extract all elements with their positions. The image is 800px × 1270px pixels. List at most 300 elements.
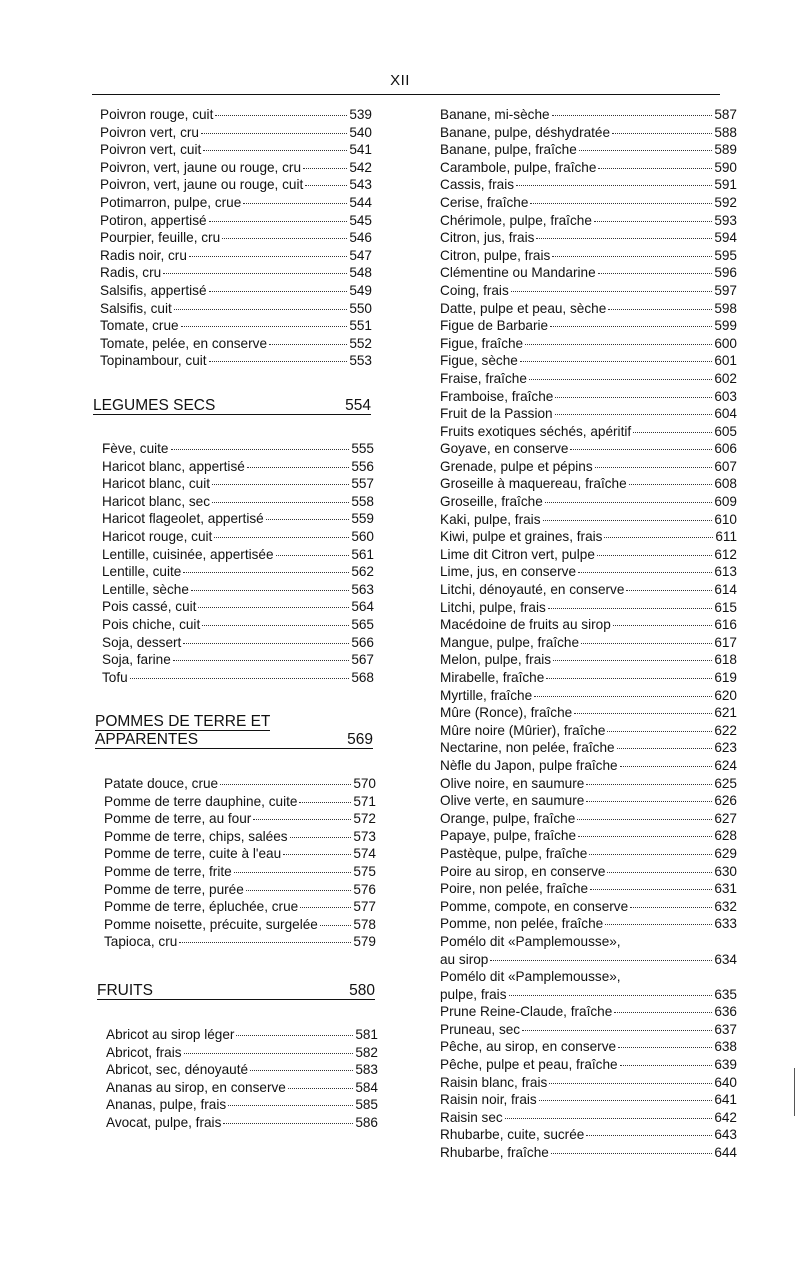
index-entry <box>104 828 376 846</box>
section-title-line2: APPARENTES <box>95 731 199 748</box>
entry-page-number: 597 <box>714 282 737 298</box>
dot-leader <box>228 1105 353 1106</box>
entry-page-number: 633 <box>714 916 737 932</box>
entry-name: Pomme noisette, précuite, surgelée <box>104 916 318 932</box>
entry-page-number: 582 <box>355 1044 378 1060</box>
index-entry <box>104 933 376 951</box>
entry-name: Lime, jus, en conserve <box>440 564 577 580</box>
entry-page-number: 544 <box>349 194 372 210</box>
dot-leader <box>191 590 349 591</box>
dot-leader <box>555 397 712 398</box>
index-entry <box>440 1144 737 1162</box>
entry-page-number: 541 <box>349 142 372 158</box>
index-entry <box>102 598 374 616</box>
entry-page-number: 551 <box>349 318 372 334</box>
entry-name: Haricot flageolet, appertisé <box>102 511 264 527</box>
dot-leader <box>552 256 712 257</box>
dot-leader <box>550 326 712 327</box>
section-heading-fruits <box>97 982 375 1000</box>
entry-name: Radis noir, cru <box>100 247 187 263</box>
dot-leader <box>234 872 352 873</box>
section-page-number: 554 <box>345 397 371 414</box>
index-entry <box>440 915 737 933</box>
section-heading-pommes-de-terre <box>95 714 373 749</box>
entry-page-number: 626 <box>714 793 737 809</box>
entry-page-number: 615 <box>714 599 737 615</box>
entry-page-number: 567 <box>351 652 374 668</box>
index-entry <box>440 511 737 529</box>
dot-leader <box>612 133 712 134</box>
index-entry <box>440 933 737 951</box>
entry-page-number: 594 <box>714 230 737 246</box>
dot-leader <box>586 801 712 802</box>
entry-page-number: 584 <box>355 1079 378 1095</box>
entry-page-number: 576 <box>353 881 376 897</box>
dot-leader <box>577 819 712 820</box>
page-number: XII <box>390 72 410 89</box>
section-page-number: 569 <box>347 731 373 748</box>
entry-name: Papaye, pulpe, fraîche <box>440 828 577 844</box>
entry-page-number: 624 <box>714 757 737 773</box>
dot-leader <box>539 1100 713 1101</box>
entry-name: Haricot blanc, cuit <box>102 476 211 492</box>
dot-leader <box>283 854 351 855</box>
entry-page-number: 570 <box>353 776 376 791</box>
entry-page-number: 591 <box>714 177 737 193</box>
index-entry <box>440 792 737 810</box>
entry-page-number: 547 <box>349 247 372 263</box>
entry-page-number: 636 <box>714 1004 737 1020</box>
entry-name: Groseille, fraîche <box>440 494 543 510</box>
index-entry <box>440 1056 737 1074</box>
dot-leader <box>546 678 712 679</box>
entry-page-number: 588 <box>714 124 737 140</box>
entry-page-number: 612 <box>714 546 737 562</box>
dot-leader <box>614 1012 712 1013</box>
entry-name: pulpe, frais <box>440 986 507 1002</box>
dot-leader <box>598 168 712 169</box>
entry-name: Topinambour, cuit <box>100 353 207 369</box>
entry-name: Raisin sec <box>440 1109 503 1125</box>
entry-name: Pêche, au sirop, en conserve <box>440 1039 617 1055</box>
entry-page-number: 573 <box>353 828 376 844</box>
index-entry <box>102 651 374 669</box>
dot-leader <box>183 643 349 644</box>
entry-name: Nèfle du Japon, pulpe fraîche <box>440 757 618 773</box>
index-entry <box>440 528 737 546</box>
left-column-legumes <box>102 440 374 686</box>
entry-name: Potimarron, pulpe, crue <box>100 194 242 210</box>
index-entry <box>440 810 737 828</box>
section-heading-legumes-secs <box>93 397 371 415</box>
index-entry <box>440 775 737 793</box>
index-entry <box>102 510 374 528</box>
entry-page-number: 543 <box>349 177 372 193</box>
entry-name: Figue de Barbarie <box>440 318 549 334</box>
entry-name: Lime dit Citron vert, pulpe <box>440 546 595 562</box>
index-entry <box>100 212 372 230</box>
dot-leader <box>212 484 349 485</box>
dot-leader <box>300 907 351 908</box>
index-entry <box>440 423 737 441</box>
entry-name: Radis, cru <box>100 265 162 281</box>
index-entry <box>102 475 374 493</box>
index-entry <box>440 317 737 335</box>
entry-name: Patate douce, crue <box>104 776 219 791</box>
entry-name: Kiwi, pulpe et graines, frais <box>440 529 603 545</box>
entry-page-number: 619 <box>714 670 737 685</box>
index-entry <box>102 546 374 564</box>
entry-page-number: 561 <box>351 546 374 562</box>
dot-leader <box>530 203 712 204</box>
dot-leader <box>579 150 713 151</box>
index-entry <box>440 986 737 1004</box>
section-page-number: 580 <box>349 982 375 999</box>
index-entry <box>102 493 374 511</box>
dot-leader <box>179 942 351 943</box>
entry-page-number: 625 <box>714 775 737 791</box>
entry-name: Pomme de terre, purée <box>104 881 244 897</box>
entry-page-number: 578 <box>353 916 376 932</box>
entry-page-number: 634 <box>714 951 737 967</box>
entry-name: Poivron vert, cuit <box>100 142 202 158</box>
dot-leader <box>511 291 713 292</box>
dot-leader <box>545 502 713 503</box>
entry-page-number: 581 <box>355 1027 378 1042</box>
entry-name: Carambole, pulpe, fraîche <box>440 159 597 175</box>
dot-leader <box>570 449 712 450</box>
index-entry <box>106 1061 378 1079</box>
dot-leader <box>595 467 713 468</box>
entry-name: Litchi, pulpe, frais <box>440 599 546 615</box>
dot-leader <box>222 238 347 239</box>
entry-page-number: 641 <box>714 1092 737 1108</box>
entry-page-number: 566 <box>351 634 374 650</box>
dot-leader <box>597 555 712 556</box>
dot-leader <box>629 484 713 485</box>
entry-name: Mirabelle, fraîche <box>440 670 545 685</box>
entry-name: Citron, jus, frais <box>440 230 535 246</box>
entry-page-number: 616 <box>714 617 737 633</box>
entry-page-number: 623 <box>714 740 737 756</box>
index-entry <box>100 300 372 318</box>
index-entry <box>100 194 372 212</box>
entry-page-number: 556 <box>351 458 374 474</box>
right-column-fruits <box>440 106 737 1162</box>
dot-leader <box>236 1035 353 1036</box>
entry-name: Olive noire, en saumure <box>440 775 585 791</box>
section-title-line1: POMMES DE TERRE ET <box>95 713 271 730</box>
index-entry <box>440 968 737 986</box>
entry-page-number: 592 <box>714 194 737 210</box>
dot-leader <box>209 361 348 362</box>
entry-page-number: 577 <box>353 899 376 915</box>
index-entry <box>440 370 737 388</box>
index-entry <box>104 881 376 899</box>
entry-name: Pruneau, sec <box>440 1021 521 1037</box>
entry-page-number: 642 <box>714 1109 737 1125</box>
dot-leader <box>276 555 350 556</box>
dot-leader <box>620 1065 713 1066</box>
index-entry <box>440 951 737 969</box>
entry-name: Salsifis, appertisé <box>100 282 207 298</box>
index-entry <box>104 793 376 811</box>
index-entry <box>440 1038 737 1056</box>
entry-name: Lentille, sèche <box>102 581 189 597</box>
index-entry <box>102 563 374 581</box>
entry-page-number: 586 <box>355 1114 378 1130</box>
index-entry <box>440 651 737 669</box>
entry-page-number: 627 <box>714 810 737 826</box>
index-entry <box>100 106 372 124</box>
entry-name: Banane, mi-sèche <box>440 107 550 122</box>
entry-page-number: 593 <box>714 212 737 228</box>
entry-page-number: 602 <box>714 370 737 386</box>
entry-page-number: 599 <box>714 318 737 334</box>
entry-name: Soja, dessert <box>102 634 182 650</box>
entry-page-number: 603 <box>714 388 737 404</box>
entry-page-number: 539 <box>349 107 372 122</box>
index-entry <box>440 898 737 916</box>
index-entry <box>440 405 737 423</box>
entry-page-number: 555 <box>351 441 374 456</box>
entry-name: au sirop <box>440 951 489 967</box>
entry-name: Haricot blanc, sec <box>102 493 211 509</box>
entry-name: Pomme de terre dauphine, cuite <box>104 793 298 809</box>
dot-leader <box>620 766 713 767</box>
index-entry <box>100 124 372 142</box>
entry-page-number: 632 <box>714 898 737 914</box>
dot-leader <box>173 660 350 661</box>
entry-page-number: 575 <box>353 863 376 879</box>
entry-name: Pois chiche, cuit <box>102 616 201 632</box>
entry-name: Kaki, pulpe, frais <box>440 511 541 527</box>
entry-page-number: 637 <box>714 1021 737 1037</box>
dot-leader <box>590 889 712 890</box>
entry-page-number: 620 <box>714 687 737 703</box>
entry-name: Chérimole, pulpe, fraîche <box>440 212 592 228</box>
dot-leader <box>299 802 351 803</box>
entry-page-number: 545 <box>349 212 372 228</box>
index-entry <box>440 616 737 634</box>
index-entry <box>102 440 374 458</box>
dot-leader <box>509 995 713 996</box>
entry-page-number: 548 <box>349 265 372 281</box>
index-entry <box>440 634 737 652</box>
entry-page-number: 606 <box>714 441 737 457</box>
index-entry <box>440 282 737 300</box>
dot-leader <box>253 819 351 820</box>
entry-name: Fruit de la Passion <box>440 406 553 422</box>
entry-page-number: 595 <box>714 247 737 263</box>
entry-page-number: 562 <box>351 564 374 580</box>
entry-name: Figue, fraîche <box>440 335 524 351</box>
entry-name: Raisin blanc, frais <box>440 1074 548 1090</box>
index-entry <box>440 757 737 775</box>
dot-leader <box>189 256 347 257</box>
index-entry <box>440 493 737 511</box>
dot-leader <box>618 1047 712 1048</box>
entry-name: Pomme, compote, en conserve <box>440 898 629 914</box>
dot-leader <box>490 960 712 961</box>
entry-name: Mûre noire (Mûrier), fraîche <box>440 722 606 738</box>
entry-page-number: 644 <box>714 1145 737 1161</box>
dot-leader <box>214 537 349 538</box>
index-entry <box>100 264 372 282</box>
index-entry <box>102 528 374 546</box>
index-entry <box>104 916 376 934</box>
index-entry <box>100 282 372 300</box>
index-entry <box>100 352 372 370</box>
dot-leader <box>209 221 348 222</box>
dot-leader <box>203 150 347 151</box>
entry-page-number: 600 <box>714 335 737 351</box>
index-entry <box>100 176 372 194</box>
entry-page-number: 557 <box>351 476 374 492</box>
index-entry <box>440 159 737 177</box>
dot-leader <box>130 678 350 679</box>
entry-name: Rhubarbe, cuite, sucrée <box>440 1127 585 1143</box>
index-entry <box>440 352 737 370</box>
entry-name: Framboise, fraîche <box>440 388 554 404</box>
dot-leader <box>250 1070 353 1071</box>
entry-page-number: 638 <box>714 1039 737 1055</box>
dot-leader <box>534 696 712 697</box>
entry-name: Groseille à maquereau, fraîche <box>440 476 627 492</box>
dot-leader <box>604 537 713 538</box>
dot-leader <box>201 133 347 134</box>
entry-name: Datte, pulpe et peau, sèche <box>440 300 607 316</box>
index-entry <box>440 1091 737 1109</box>
entry-page-number: 571 <box>353 793 376 809</box>
index-entry <box>440 687 737 705</box>
entry-name: Pourpier, feuille, cru <box>100 230 221 246</box>
entry-page-number: 540 <box>349 124 372 140</box>
entry-name: Pomme, non pelée, fraîche <box>440 916 604 932</box>
index-entry <box>100 159 372 177</box>
index-entry <box>440 845 737 863</box>
entry-name: Ananas au sirop, en conserve <box>106 1079 286 1095</box>
entry-name: Lentille, cuite <box>102 564 182 580</box>
dot-leader <box>223 1123 353 1124</box>
entry-name: Macédoine de fruits au sirop <box>440 617 611 633</box>
entry-name: Fraise, fraîche <box>440 370 527 386</box>
entry-page-number: 640 <box>714 1074 737 1090</box>
entry-name: Goyave, en conserve <box>440 441 569 457</box>
entry-page-number: 553 <box>349 353 372 369</box>
entry-page-number: 611 <box>715 529 737 545</box>
entry-page-number: 560 <box>351 528 374 544</box>
entry-name: Pomélo dit «Pamplemousse», <box>440 969 621 985</box>
dot-leader <box>505 1118 713 1119</box>
entry-name: Poivron rouge, cuit <box>100 107 214 122</box>
entry-name: Pomme de terre, chips, salées <box>104 828 288 844</box>
dot-leader <box>183 572 349 573</box>
index-entry <box>440 739 737 757</box>
entry-name: Myrtille, fraîche <box>440 687 533 703</box>
dot-leader <box>605 924 712 925</box>
entry-name: Mûre (Ronce), fraîche <box>440 705 573 721</box>
left-column-fruits <box>106 1026 378 1132</box>
dot-leader <box>630 907 712 908</box>
index-entry <box>440 212 737 230</box>
entry-name: Pois cassé, cuit <box>102 599 197 615</box>
entry-name: Poivron vert, cru <box>100 124 199 140</box>
dot-leader <box>589 854 712 855</box>
dot-leader <box>243 203 347 204</box>
dot-leader <box>171 449 350 450</box>
index-entry <box>440 563 737 581</box>
index-entry <box>440 1021 737 1039</box>
entry-page-number: 542 <box>349 159 372 175</box>
dot-leader <box>529 379 712 380</box>
index-entry <box>102 616 374 634</box>
index-entry <box>440 176 737 194</box>
index-entry <box>440 1109 737 1127</box>
dot-leader <box>247 467 350 468</box>
index-entry <box>440 247 737 265</box>
dot-leader <box>516 185 712 186</box>
entry-name: Cerise, fraîche <box>440 194 529 210</box>
entry-page-number: 574 <box>353 846 376 862</box>
index-entry <box>106 1114 378 1132</box>
index-entry <box>440 880 737 898</box>
dot-leader <box>548 608 713 609</box>
entry-name: Cassis, frais <box>440 177 515 193</box>
entry-page-number: 585 <box>355 1097 378 1113</box>
entry-name: Tapioca, cru <box>104 934 178 950</box>
entry-name: Pomme de terre, épluchée, crue <box>104 899 299 915</box>
dot-leader <box>181 326 348 327</box>
entry-name: Pomme de terre, au four <box>104 811 252 827</box>
index-entry <box>440 546 737 564</box>
dot-leader <box>525 344 712 345</box>
dot-leader <box>522 1030 712 1031</box>
dot-leader <box>578 836 712 837</box>
dot-leader <box>266 519 350 520</box>
index-entry <box>440 264 737 282</box>
entry-name: Fève, cuite <box>102 441 169 456</box>
entry-page-number: 596 <box>714 265 737 281</box>
index-entry <box>440 106 737 124</box>
entry-name: Ananas, pulpe, frais <box>106 1097 227 1113</box>
entry-name: Figue, sèche <box>440 353 518 369</box>
dot-leader <box>598 273 713 274</box>
index-entry <box>440 581 737 599</box>
entry-page-number: 629 <box>714 845 737 861</box>
entry-name: Grenade, pulpe et pépins <box>440 458 593 474</box>
entry-name: Tomate, pelée, en conserve <box>100 335 268 351</box>
entry-page-number: 617 <box>714 634 737 650</box>
dot-leader <box>549 1083 712 1084</box>
header-rule <box>92 94 720 95</box>
index-entry <box>106 1079 378 1097</box>
index-entry <box>106 1044 378 1062</box>
scan-edge-mark <box>794 1068 795 1116</box>
dot-leader <box>553 660 712 661</box>
entry-page-number: 601 <box>714 353 737 369</box>
dot-leader <box>536 238 712 239</box>
dot-leader <box>581 643 712 644</box>
entry-page-number: 559 <box>351 511 374 527</box>
entry-page-number: 628 <box>714 828 737 844</box>
index-entry <box>440 229 737 247</box>
entry-page-number: 583 <box>355 1062 378 1078</box>
dot-leader <box>198 607 349 608</box>
dot-leader <box>290 837 352 838</box>
index-entry <box>440 335 737 353</box>
dot-leader <box>574 713 712 714</box>
